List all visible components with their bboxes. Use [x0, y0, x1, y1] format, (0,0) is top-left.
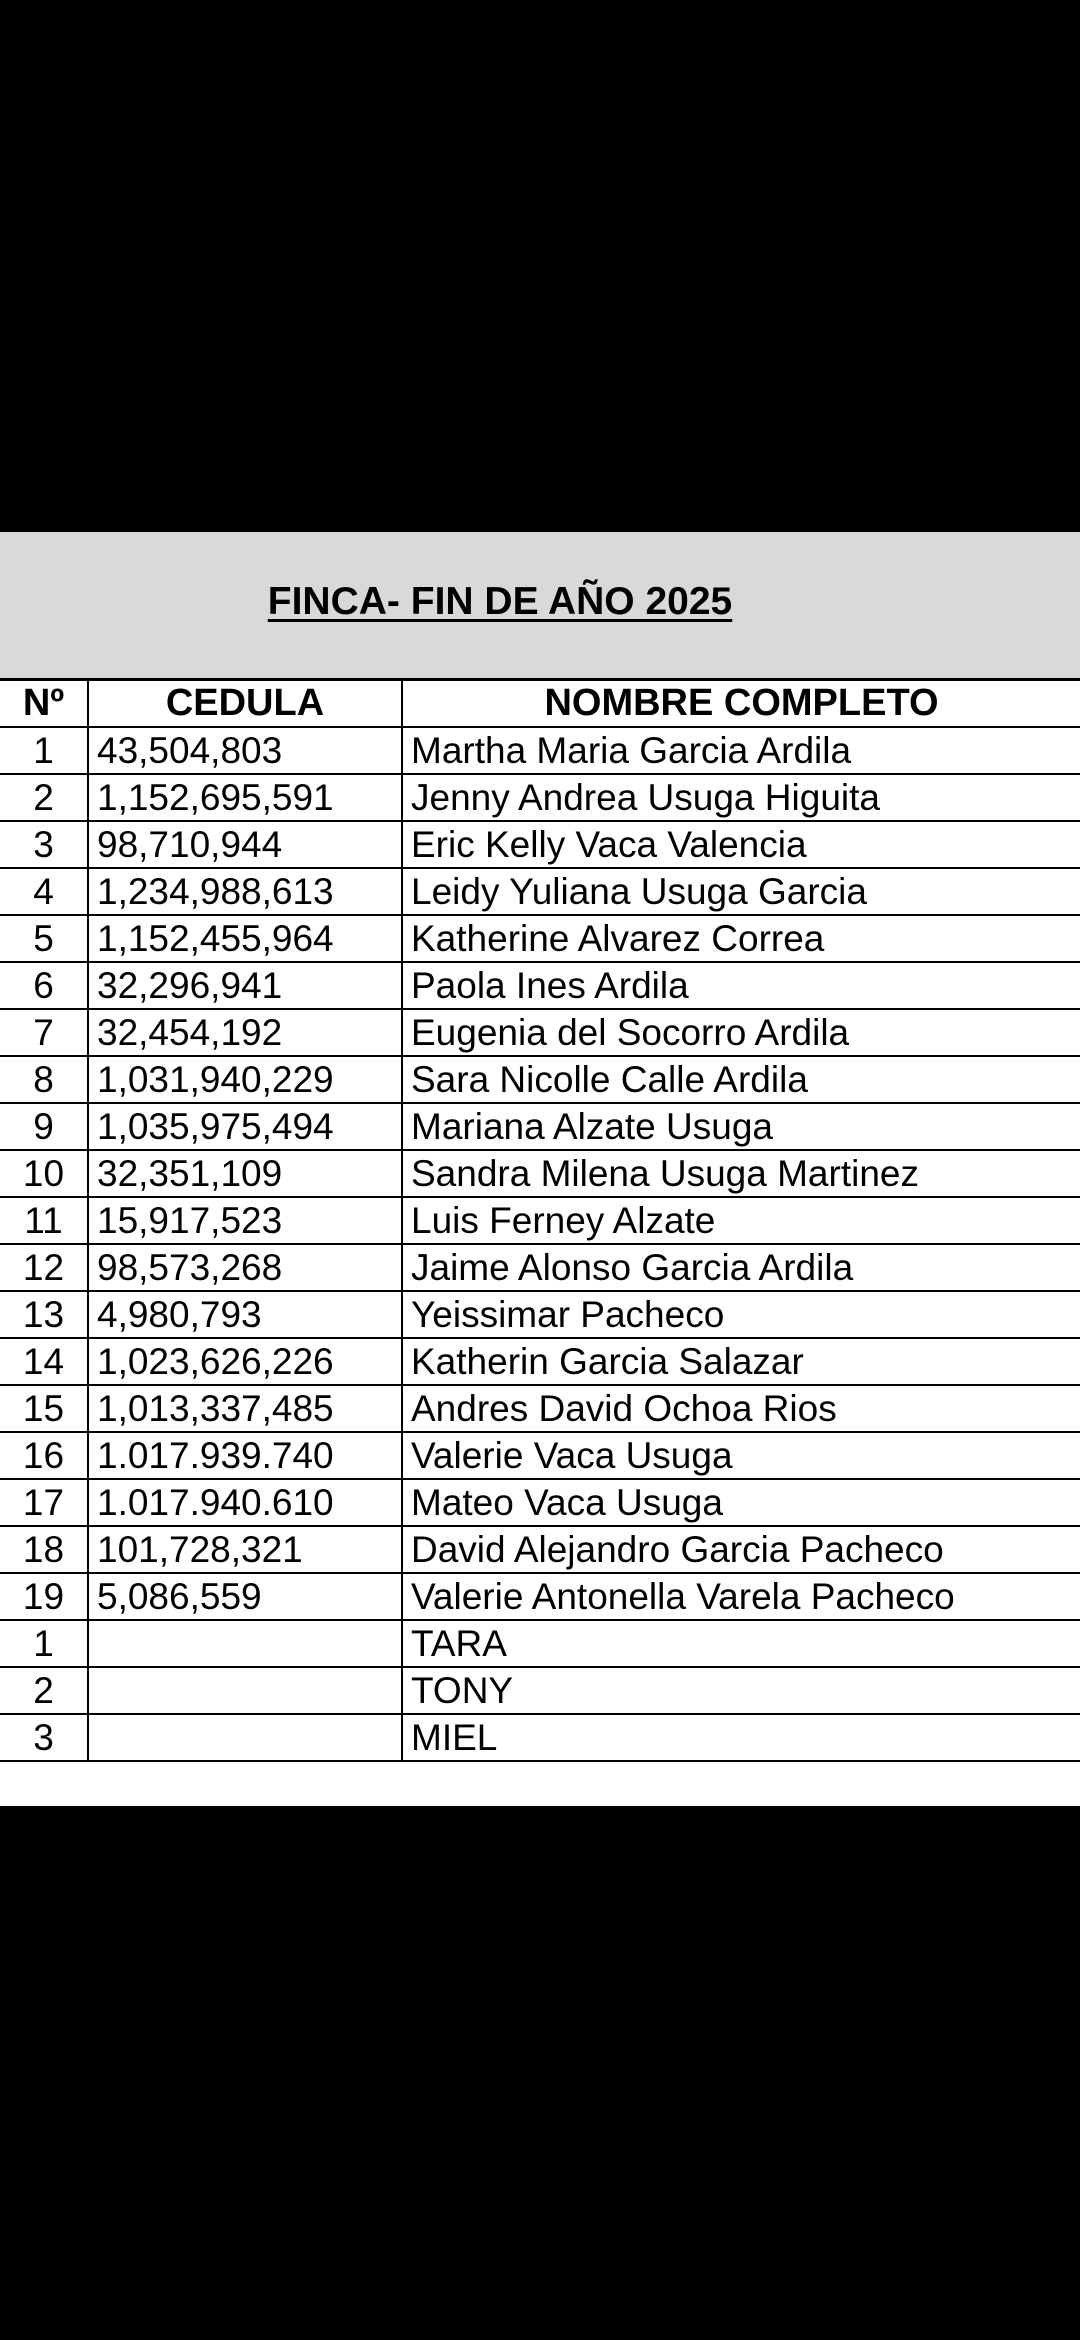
row-nombre: Jaime Alonso Garcia Ardila	[402, 1244, 1080, 1291]
row-number: 4	[0, 868, 88, 915]
header-cedula: CEDULA	[88, 680, 402, 728]
row-cedula: 1,234,988,613	[88, 868, 402, 915]
row-nombre: Mariana Alzate Usuga	[402, 1103, 1080, 1150]
row-cedula	[88, 1667, 402, 1714]
row-number: 12	[0, 1244, 88, 1291]
header-num: Nº	[0, 680, 88, 728]
row-number: 11	[0, 1197, 88, 1244]
table-row	[0, 821, 1080, 868]
row-nombre: Eric Kelly Vaca Valencia	[402, 821, 1080, 868]
table-row	[0, 1479, 1080, 1526]
row-number: 2	[0, 1667, 88, 1714]
table-row	[0, 1197, 1080, 1244]
row-number: 8	[0, 1056, 88, 1103]
table-row	[0, 1714, 1080, 1761]
table-row	[0, 1291, 1080, 1338]
row-number: 10	[0, 1150, 88, 1197]
table-body	[0, 727, 1080, 1761]
table-row	[0, 1244, 1080, 1291]
table-row	[0, 727, 1080, 774]
title-band	[0, 532, 1080, 678]
row-number: 5	[0, 915, 88, 962]
row-number: 1	[0, 1620, 88, 1667]
row-number: 2	[0, 774, 88, 821]
table-row	[0, 1432, 1080, 1479]
row-number: 14	[0, 1338, 88, 1385]
row-cedula: 4,980,793	[88, 1291, 402, 1338]
row-nombre: David Alejandro Garcia Pacheco	[402, 1526, 1080, 1573]
table-row	[0, 915, 1080, 962]
table-row	[0, 1056, 1080, 1103]
row-cedula	[88, 1620, 402, 1667]
row-number: 1	[0, 727, 88, 774]
header-nombre: NOMBRE COMPLETO	[402, 680, 1080, 728]
row-nombre: Andres David Ochoa Rios	[402, 1385, 1080, 1432]
guest-table	[0, 678, 1080, 1762]
row-nombre: Eugenia del Socorro Ardila	[402, 1009, 1080, 1056]
row-number: 9	[0, 1103, 88, 1150]
table-row	[0, 1667, 1080, 1714]
row-cedula: 1,031,940,229	[88, 1056, 402, 1103]
row-nombre: TONY	[402, 1667, 1080, 1714]
row-nombre: Jenny Andrea Usuga Higuita	[402, 774, 1080, 821]
row-nombre: Yeissimar Pacheco	[402, 1291, 1080, 1338]
row-cedula: 32,454,192	[88, 1009, 402, 1056]
row-cedula: 98,710,944	[88, 821, 402, 868]
row-cedula: 1,023,626,226	[88, 1338, 402, 1385]
row-number: 15	[0, 1385, 88, 1432]
row-number: 7	[0, 1009, 88, 1056]
row-number: 18	[0, 1526, 88, 1573]
row-number: 13	[0, 1291, 88, 1338]
row-nombre: Sandra Milena Usuga Martinez	[402, 1150, 1080, 1197]
row-cedula: 15,917,523	[88, 1197, 402, 1244]
row-nombre: Katherin Garcia Salazar	[402, 1338, 1080, 1385]
row-cedula: 1.017.939.740	[88, 1432, 402, 1479]
table-row	[0, 1573, 1080, 1620]
table-row	[0, 774, 1080, 821]
row-nombre: Katherine Alvarez Correa	[402, 915, 1080, 962]
row-cedula: 32,296,941	[88, 962, 402, 1009]
row-nombre: Valerie Antonella Varela Pacheco	[402, 1573, 1080, 1620]
row-nombre: MIEL	[402, 1714, 1080, 1761]
sheet-title: FINCA- FIN DE AÑO 2025	[267, 580, 733, 623]
row-nombre: TARA	[402, 1620, 1080, 1667]
row-nombre: Martha Maria Garcia Ardila	[402, 727, 1080, 774]
row-cedula: 1,013,337,485	[88, 1385, 402, 1432]
row-cedula: 32,351,109	[88, 1150, 402, 1197]
row-nombre: Mateo Vaca Usuga	[402, 1479, 1080, 1526]
row-number: 17	[0, 1479, 88, 1526]
row-cedula: 1,035,975,494	[88, 1103, 402, 1150]
spreadsheet-sheet	[0, 532, 1080, 1806]
table-row	[0, 868, 1080, 915]
row-cedula: 43,504,803	[88, 727, 402, 774]
row-number: 6	[0, 962, 88, 1009]
row-nombre: Luis Ferney Alzate	[402, 1197, 1080, 1244]
row-cedula: 101,728,321	[88, 1526, 402, 1573]
row-cedula: 1,152,455,964	[88, 915, 402, 962]
table-row	[0, 1526, 1080, 1573]
row-nombre: Paola Ines Ardila	[402, 962, 1080, 1009]
row-cedula	[88, 1714, 402, 1761]
row-nombre: Sara Nicolle Calle Ardila	[402, 1056, 1080, 1103]
row-nombre: Valerie Vaca Usuga	[402, 1432, 1080, 1479]
row-number: 19	[0, 1573, 88, 1620]
row-number: 3	[0, 1714, 88, 1761]
header-row	[0, 680, 1080, 728]
table-row	[0, 1150, 1080, 1197]
row-cedula: 1,152,695,591	[88, 774, 402, 821]
table-row	[0, 1103, 1080, 1150]
row-number: 16	[0, 1432, 88, 1479]
row-nombre: Leidy Yuliana Usuga Garcia	[402, 868, 1080, 915]
row-cedula: 5,086,559	[88, 1573, 402, 1620]
row-cedula: 98,573,268	[88, 1244, 402, 1291]
table-row	[0, 962, 1080, 1009]
table-row	[0, 1338, 1080, 1385]
row-cedula: 1.017.940.610	[88, 1479, 402, 1526]
table-row	[0, 1620, 1080, 1667]
table-row	[0, 1385, 1080, 1432]
row-number: 3	[0, 821, 88, 868]
table-row	[0, 1009, 1080, 1056]
